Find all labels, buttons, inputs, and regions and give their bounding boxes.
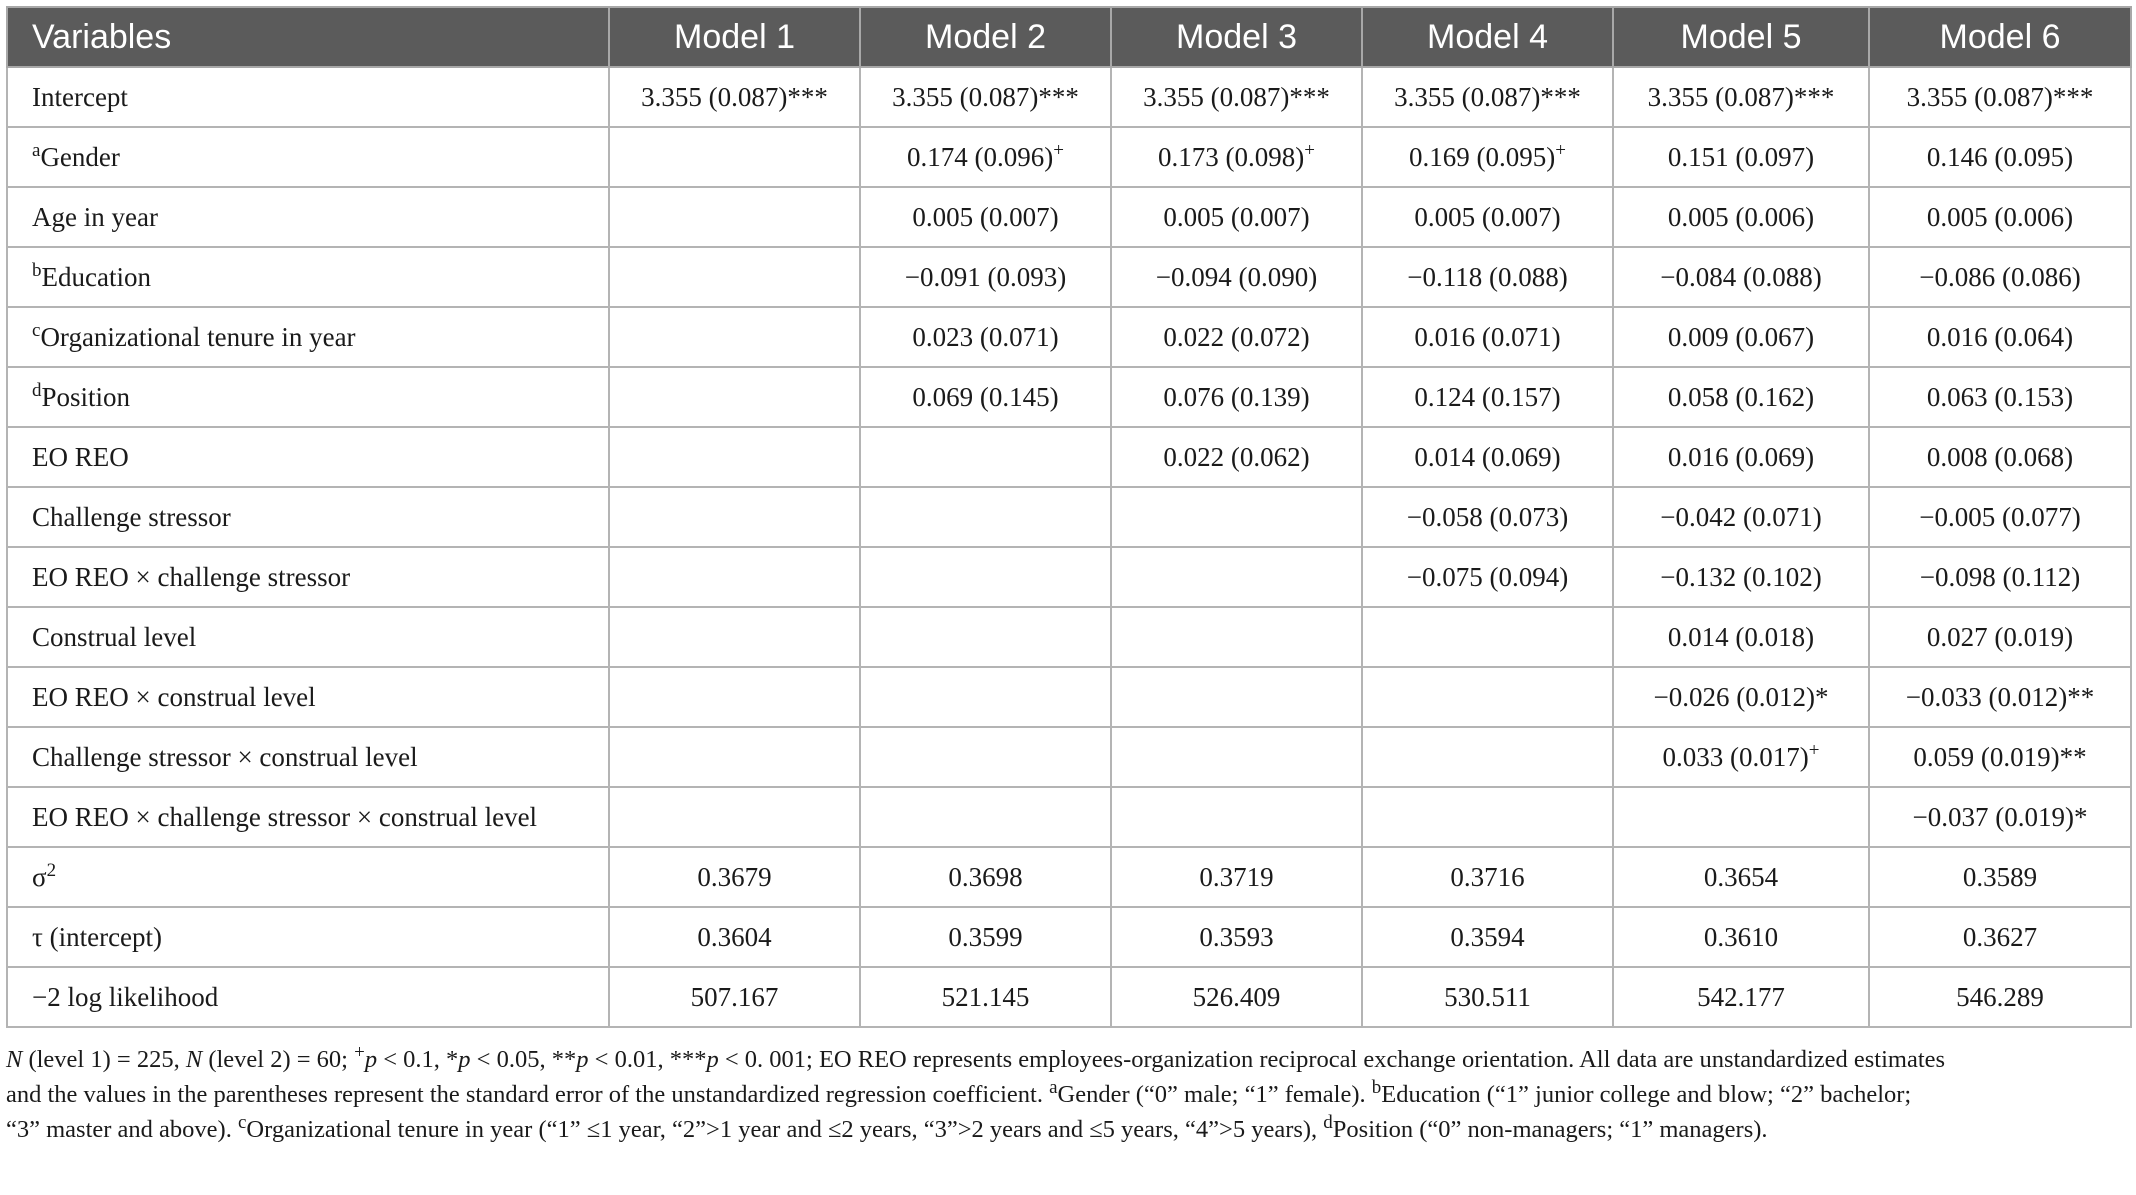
row-label: EO REO × challenge stressor	[7, 547, 609, 607]
table-cell-model-5: −0.026 (0.012)*	[1613, 667, 1869, 727]
table-cell-model-5: 0.151 (0.097)	[1613, 127, 1869, 187]
table-cell-model-5: −0.132 (0.102)	[1613, 547, 1869, 607]
table-cell-model-5: 0.3610	[1613, 907, 1869, 967]
table-cell-model-3: 0.022 (0.062)	[1111, 427, 1362, 487]
row-label: Challenge stressor × construal level	[7, 727, 609, 787]
table-row	[7, 487, 2131, 547]
table-cell-model-2: 0.069 (0.145)	[860, 367, 1111, 427]
table-cell-model-6: 3.355 (0.087)***	[1869, 67, 2131, 127]
table-cell-model-2: 521.145	[860, 967, 1111, 1027]
table-cell-model-3	[1111, 727, 1362, 787]
row-label-superscript: c	[32, 319, 41, 341]
table-cell-model-4: 3.355 (0.087)***	[1362, 67, 1613, 127]
table-cell-model-5: 0.058 (0.162)	[1613, 367, 1869, 427]
table-cell-model-5	[1613, 787, 1869, 847]
table-cell-model-4: −0.118 (0.088)	[1362, 247, 1613, 307]
row-label: −2 log likelihood	[7, 967, 609, 1027]
row-label: $^d$Position	[7, 367, 609, 427]
table-cell-model-6: 0.005 (0.006)	[1869, 187, 2131, 247]
row-label: EO REO	[7, 427, 609, 487]
table-row	[7, 307, 2131, 367]
row-label: Intercept	[7, 67, 609, 127]
table-cell-model-3: 526.409	[1111, 967, 1362, 1027]
table-cell-model-6: −0.086 (0.086)	[1869, 247, 2131, 307]
table-header-row	[7, 7, 2131, 67]
header-model-6: Model 6	[1869, 7, 2131, 67]
table-cell-model-3: −0.094 (0.090)	[1111, 247, 1362, 307]
table-row	[7, 907, 2131, 967]
table-cell-model-6: 546.289	[1869, 967, 2131, 1027]
table-cell-model-5: 0.016 (0.069)	[1613, 427, 1869, 487]
row-label: Construal level	[7, 607, 609, 667]
footnote-line-3: “3” master and above). $^c$Organizational tenure in year (“1” ≤1 year, “2”>1 year and ≤2 years, “3”>2 years and ≤5 years, “4”>5 years), $^d$Position (“0” non-managers; “1” managers).	[6, 1111, 1768, 1143]
table-cell-model-1: 0.3679	[609, 847, 860, 907]
table-cell-model-3	[1111, 487, 1362, 547]
table-cell-model-1	[609, 187, 860, 247]
table-row	[7, 787, 2131, 847]
table-cell-model-2	[860, 727, 1111, 787]
row-label: $^b$Education	[7, 247, 609, 307]
table-cell-model-2	[860, 787, 1111, 847]
header-variables: Variables	[7, 7, 609, 67]
table-cell-model-4: 0.005 (0.007)	[1362, 187, 1613, 247]
table-cell-model-1	[609, 247, 860, 307]
table-cell-model-3	[1111, 547, 1362, 607]
table-footnote	[6, 1042, 2130, 1147]
table-cell-model-4	[1362, 607, 1613, 667]
table-cell-model-6: 0.016 (0.064)	[1869, 307, 2131, 367]
table-cell-model-4: 530.511	[1362, 967, 1613, 1027]
table-cell-model-2	[860, 667, 1111, 727]
table-cell-model-6: −0.005 (0.077)	[1869, 487, 2131, 547]
table-row	[7, 667, 2131, 727]
row-label-superscript: b	[32, 259, 42, 281]
table-row	[7, 427, 2131, 487]
header-model-5: Model 5	[1613, 7, 1869, 67]
table-cell-model-1	[609, 367, 860, 427]
table-cell-model-4: 0.014 (0.069)	[1362, 427, 1613, 487]
row-label: Age in year	[7, 187, 609, 247]
table-cell-model-5: 0.3654	[1613, 847, 1869, 907]
table-cell-model-3	[1111, 667, 1362, 727]
table-cell-model-1	[609, 307, 860, 367]
table-cell-model-3: 0.076 (0.139)	[1111, 367, 1362, 427]
row-label-superscript: d	[32, 379, 42, 401]
header-model-3: Model 3	[1111, 7, 1362, 67]
table-row	[7, 727, 2131, 787]
table-cell-model-3: 0.005 (0.007)	[1111, 187, 1362, 247]
table-cell-model-3: 0.3593	[1111, 907, 1362, 967]
row-label: $\sigma^2$	[7, 847, 609, 907]
row-label: τ (intercept)	[7, 907, 609, 967]
table-cell-model-5: 0.014 (0.018)	[1613, 607, 1869, 667]
table-cell-model-6: −0.033 (0.012)**	[1869, 667, 2131, 727]
table-cell-model-6: 0.063 (0.153)	[1869, 367, 2131, 427]
row-label: Challenge stressor	[7, 487, 609, 547]
table-cell-model-5: 542.177	[1613, 967, 1869, 1027]
row-label: $^c$Organizational tenure in year	[7, 307, 609, 367]
table-cell-model-6: 0.3589	[1869, 847, 2131, 907]
table-cell-model-1	[609, 547, 860, 607]
table-row	[7, 607, 2131, 667]
table-cell-model-5: 3.355 (0.087)***	[1613, 67, 1869, 127]
table-cell-model-4: 0.3594	[1362, 907, 1613, 967]
table-cell-model-4: −0.058 (0.073)	[1362, 487, 1613, 547]
header-model-2: Model 2	[860, 7, 1111, 67]
table-cell-model-3: 0.173 (0.098)+	[1111, 127, 1362, 187]
table-cell-model-4: 0.3716	[1362, 847, 1613, 907]
table-cell-model-5: −0.042 (0.071)	[1613, 487, 1869, 547]
table-cell-model-1	[609, 607, 860, 667]
table-cell-model-1: 3.355 (0.087)***	[609, 67, 860, 127]
table-cell-model-4: 0.124 (0.157)	[1362, 367, 1613, 427]
table-cell-model-4	[1362, 667, 1613, 727]
table-cell-model-1	[609, 787, 860, 847]
table-cell-model-2	[860, 607, 1111, 667]
table-cell-model-1	[609, 667, 860, 727]
table-cell-model-1: 0.3604	[609, 907, 860, 967]
table-cell-model-1	[609, 127, 860, 187]
regression-table	[6, 6, 2132, 1028]
table-cell-model-5: 0.033 (0.017)+	[1613, 727, 1869, 787]
table-row	[7, 187, 2131, 247]
table-row	[7, 847, 2131, 907]
table-row	[7, 367, 2131, 427]
table-cell-model-2: 0.174 (0.096)+	[860, 127, 1111, 187]
row-label-superscript: 2	[46, 859, 57, 881]
row-label: $^a$Gender	[7, 127, 609, 187]
table-cell-model-2	[860, 547, 1111, 607]
row-label-superscript: a	[32, 139, 41, 161]
table-row	[7, 547, 2131, 607]
table-body	[7, 67, 2131, 1027]
table-cell-model-2: 0.023 (0.071)	[860, 307, 1111, 367]
table-cell-model-6: −0.037 (0.019)*	[1869, 787, 2131, 847]
table-cell-model-3: 3.355 (0.087)***	[1111, 67, 1362, 127]
table-cell-model-6: −0.098 (0.112)	[1869, 547, 2131, 607]
table-cell-model-1: 507.167	[609, 967, 860, 1027]
row-label: EO REO × construal level	[7, 667, 609, 727]
table-cell-model-6: 0.008 (0.068)	[1869, 427, 2131, 487]
table-cell-model-6: 0.3627	[1869, 907, 2131, 967]
table-cell-model-6: 0.059 (0.019)**	[1869, 727, 2131, 787]
table-cell-model-3	[1111, 787, 1362, 847]
header-model-1: Model 1	[609, 7, 860, 67]
table-cell-model-2: 0.3599	[860, 907, 1111, 967]
table-cell-model-6: 0.027 (0.019)	[1869, 607, 2131, 667]
table-row	[7, 67, 2131, 127]
footnote-line-1: N (level 1) = 225, N (level 2) = 60; +p < 0.1, *p < 0.05, **p < 0.01, ***p < 0. 001; EO REO represents employees-organization reciprocal exchange orientation. All data are unstandardized estimates	[6, 1041, 1946, 1073]
regression-table-figure	[6, 6, 2130, 1147]
table-cell-model-4	[1362, 787, 1613, 847]
table-cell-model-4: −0.075 (0.094)	[1362, 547, 1613, 607]
table-row	[7, 247, 2131, 307]
table-cell-model-1	[609, 487, 860, 547]
table-cell-model-2: −0.091 (0.093)	[860, 247, 1111, 307]
table-cell-model-2: 0.005 (0.007)	[860, 187, 1111, 247]
table-cell-model-2: 3.355 (0.087)***	[860, 67, 1111, 127]
table-cell-model-3: 0.3719	[1111, 847, 1362, 907]
table-cell-model-3: 0.022 (0.072)	[1111, 307, 1362, 367]
table-row	[7, 967, 2131, 1027]
footnote-line-2: and the values in the parentheses represent the standard error of the unstandardized regression coefficient. $^a$Gender (“0” male; “1” female). $^b$Education (“1” junior college and blow; “2” bachelor;	[6, 1076, 1912, 1108]
table-cell-model-1	[609, 427, 860, 487]
table-row	[7, 127, 2131, 187]
table-cell-model-5: −0.084 (0.088)	[1613, 247, 1869, 307]
table-cell-model-6: 0.146 (0.095)	[1869, 127, 2131, 187]
table-cell-model-3	[1111, 607, 1362, 667]
table-cell-model-4: 0.016 (0.071)	[1362, 307, 1613, 367]
row-label: EO REO × challenge stressor × construal level	[7, 787, 609, 847]
table-cell-model-2	[860, 427, 1111, 487]
table-cell-model-5: 0.009 (0.067)	[1613, 307, 1869, 367]
table-cell-model-4	[1362, 727, 1613, 787]
table-cell-model-4: 0.169 (0.095)+	[1362, 127, 1613, 187]
table-cell-model-2	[860, 487, 1111, 547]
table-cell-model-2: 0.3698	[860, 847, 1111, 907]
header-model-4: Model 4	[1362, 7, 1613, 67]
table-cell-model-1	[609, 727, 860, 787]
table-cell-model-5: 0.005 (0.006)	[1613, 187, 1869, 247]
